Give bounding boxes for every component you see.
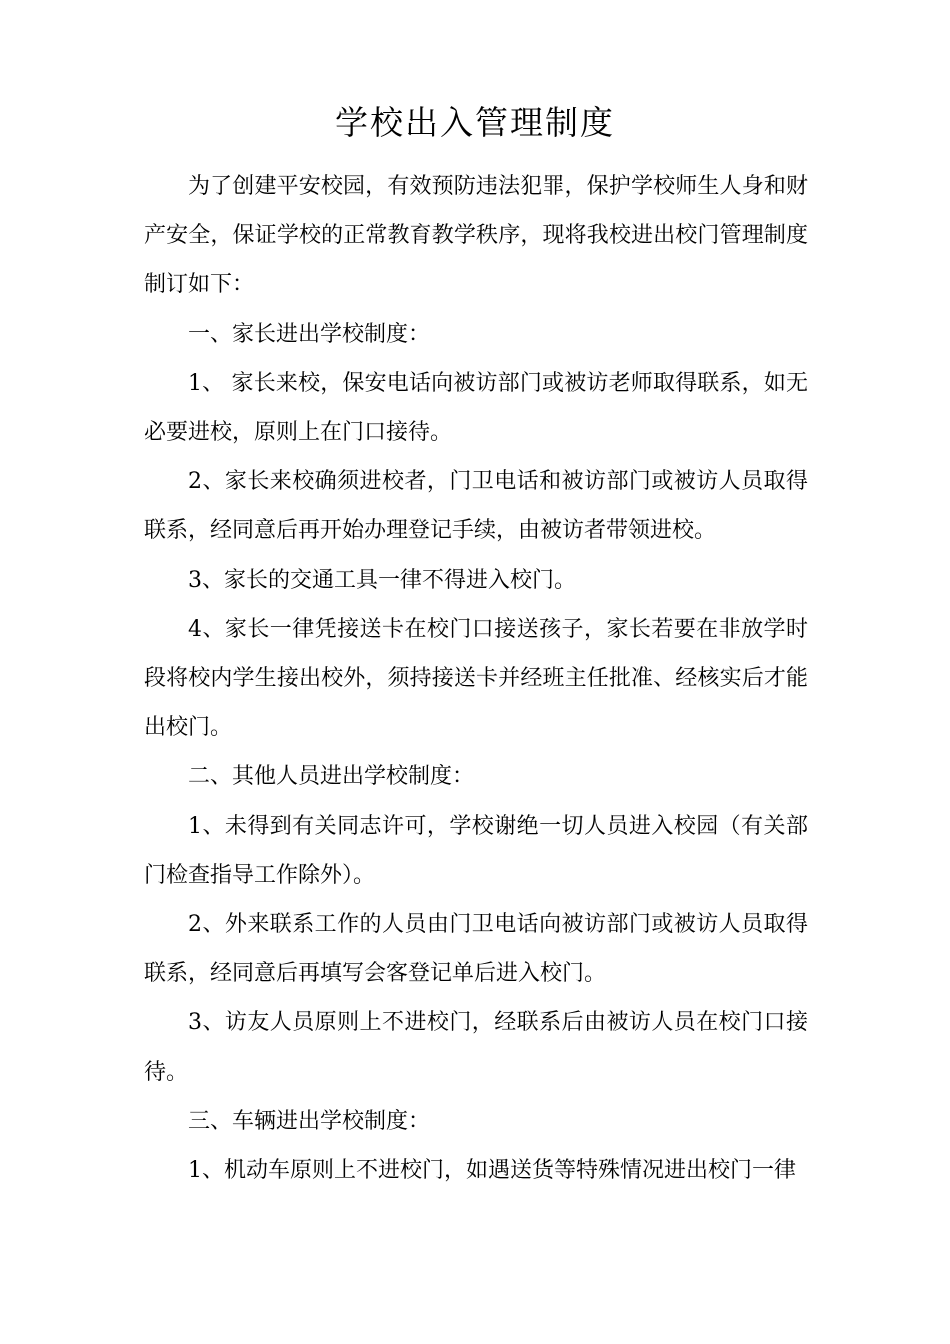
rule-paragraph: 1、未得到有关同志许可，学校谢绝一切人员进入校园（有关部门检查指导工作除外）。: [144, 813, 808, 888]
rule-paragraph: 3、访友人员原则上不进校门，经联系后由被访人员在校门口接待。: [144, 1010, 808, 1085]
rule-paragraph: 2、家长来校确须进校者，门卫电话和被访部门或被访人员取得联系，经同意后再开始办理登记手续，由被访者带领进校。: [144, 469, 808, 544]
rule-paragraph: 4、家长一律凭接送卡在校门口接送孩子，家长若要在非放学时段将校内学生接出校外，须持接送卡并经班主任批准、经核实后才能出校门。: [144, 616, 808, 741]
document-body: [144, 162, 808, 1195]
rule-paragraph: 2、外来联系工作的人员由门卫电话向被访部门或被访人员取得联系，经同意后再填写会客登记单后进入校门。: [144, 912, 808, 987]
rule-paragraph: 3、家长的交通工具一律不得进入校门。: [188, 567, 576, 593]
section-heading-parents: 一、家长进出学校制度：: [188, 321, 431, 347]
section-heading-others: 二、其他人员进出学校制度：: [188, 764, 475, 790]
intro-paragraph: 为了创建平安校园，有效预防违法犯罪，保护学校师生人身和财产安全，保证学校的正常教育教学秩序，现将我校进出校门管理制度制订如下：: [144, 174, 808, 298]
rule-paragraph: 1、机动车原则上不进校门，如遇送货等特殊情况进出校门一律: [188, 1158, 796, 1184]
document-title: 学校出入管理制度: [335, 103, 615, 142]
section-heading-vehicles: 三、车辆进出学校制度：: [188, 1108, 431, 1134]
rule-paragraph: 1、 家长来校，保安电话向被访部门或被访老师取得联系，如无必要进校，原则上在门口接待。: [144, 370, 808, 446]
